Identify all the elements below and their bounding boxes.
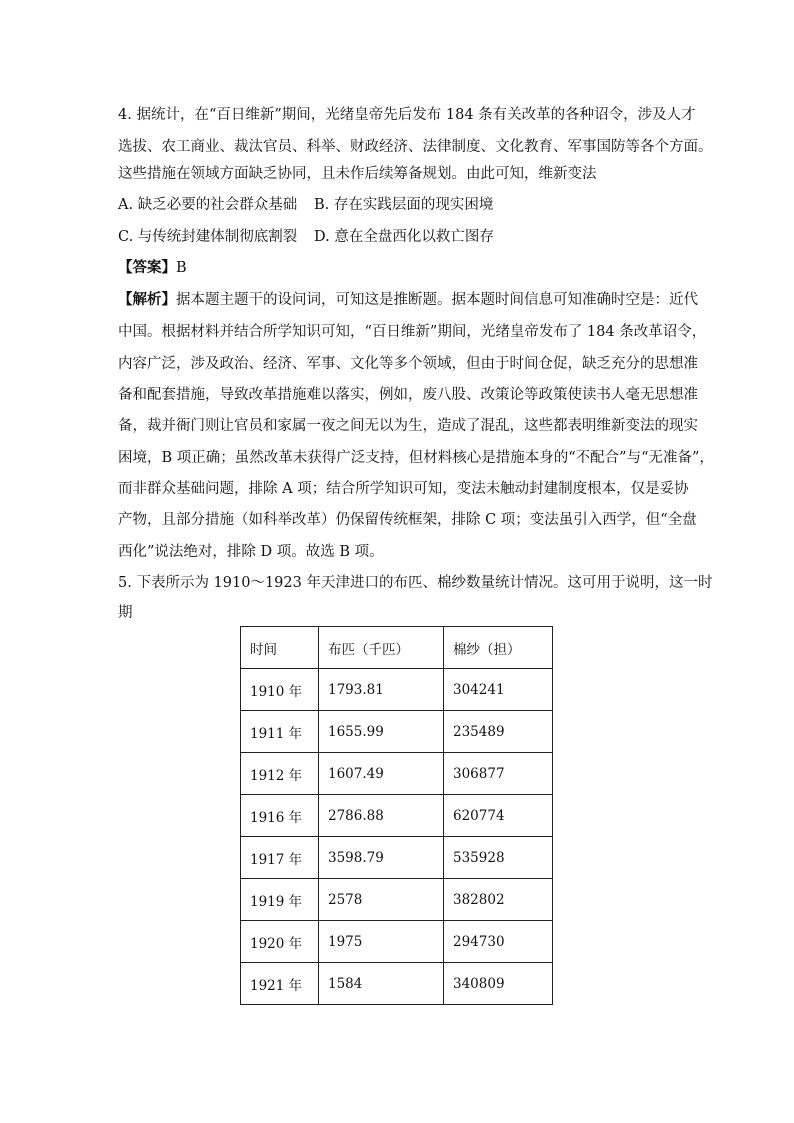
table-cell: 1920 年 [241, 921, 319, 963]
analysis-text-1: 据本题主题干的设问词，可知这是推断题。据本题时间信息可知准确时空是：近代 [176, 292, 698, 308]
q4-stem-line-3: 这些措施在领域方面缺乏协同，且未作后续筹备规划。由此可知，维新变法 [118, 166, 597, 182]
table-cell: 1911 年 [241, 711, 319, 753]
q4-option-b: B. 存在实践层面的现实困境 [314, 197, 494, 213]
table-cell: 1921 年 [241, 963, 319, 1005]
analysis-label: 【解析】 [118, 291, 176, 308]
table-cell: 1975 [319, 921, 444, 963]
table-cell: 1916 年 [241, 795, 319, 837]
table-cell: 294730 [444, 921, 553, 963]
table-cell: 1607.49 [319, 753, 444, 795]
table-cell: 304241 [444, 669, 553, 711]
table-row [241, 837, 553, 879]
table-cell: 1910 年 [241, 669, 319, 711]
table-cell: 3598.79 [319, 837, 444, 879]
table-cell: 306877 [444, 753, 553, 795]
table-cell: 1584 [319, 963, 444, 1005]
table-row [241, 711, 553, 753]
q4-stem-line-1: 4. 据统计，在“百日维新”期间，光绪皇帝先后发布 184 条有关改革的各种诏令，涉及人才 [118, 107, 696, 123]
table-row [241, 921, 553, 963]
table-cell: 235489 [444, 711, 553, 753]
table-row [241, 795, 553, 837]
q4-analysis-line-1 [118, 290, 698, 310]
table-cell: 1919 年 [241, 879, 319, 921]
table-header-row [241, 627, 553, 669]
table-cell: 1655.99 [319, 711, 444, 753]
table-cell: 2578 [319, 879, 444, 921]
q4-option-row-2 [118, 227, 494, 247]
import-stats-table [240, 626, 553, 1005]
table-row [241, 963, 553, 1005]
q4-analysis-line-3: 内容广泛，涉及政治、经济、军事、文化等多个领域，但由于时间仓促，缺乏充分的思想准 [118, 356, 698, 372]
table-cell: 1917 年 [241, 837, 319, 879]
q4-option-c: C. 与传统封建体制彻底割裂 [118, 229, 298, 245]
table-cell: 620774 [444, 795, 553, 837]
table-row [241, 879, 553, 921]
table-header-cell: 棉纱（担） [444, 627, 553, 669]
table-cell: 2786.88 [319, 795, 444, 837]
table-header-cell: 布匹（千匹） [319, 627, 444, 669]
answer-value: B [176, 260, 187, 276]
q4-option-a: A. 缺乏必要的社会群众基础 [118, 197, 298, 213]
q4-answer [118, 258, 187, 278]
answer-label: 【答案】 [118, 259, 176, 276]
q4-analysis-line-5: 备，裁并衙门则让官员和家属一夜之间无以为生，造成了混乱，这些都表明维新变法的现实 [118, 418, 698, 434]
table-row [241, 753, 553, 795]
q4-analysis-line-9: 西化”说法绝对，排除 D 项。故选 B 项。 [118, 544, 384, 560]
q4-analysis-line-2: 中国。根据材料并结合所学知识可知，“百日维新”期间，光绪皇帝发布了 184 条改革诏令， [118, 324, 707, 340]
table-cell: 535928 [444, 837, 553, 879]
table-cell: 340809 [444, 963, 553, 1005]
table-header-cell: 时间 [241, 627, 319, 669]
q4-option-row-1 [118, 195, 494, 215]
q5-stem-line-2: 期 [118, 605, 133, 621]
q4-analysis-line-7: 而非群众基础问题，排除 A 项；结合所学知识可知，变法未触动封建制度根本，仅是妥协 [118, 481, 689, 497]
q5-stem-line-1: 5. 下表所示为 1910～1923 年天津进口的布匹、棉纱数量统计情况。这可用于说明，这一时 [118, 575, 713, 591]
q4-analysis-line-6: 困境，B 项正确；虽然改革未获得广泛支持，但材料核心是措施本身的“不配合”与“无准备”， [118, 450, 714, 466]
table-cell: 1912 年 [241, 753, 319, 795]
q4-analysis-line-8: 产物，且部分措施（如科举改革）仍保留传统框架，排除 C 项；变法虽引入西学，但“全盘 [118, 512, 697, 528]
q4-option-d: D. 意在全盘西化以救亡图存 [314, 229, 494, 245]
q4-stem-line-2: 选拔、农工商业、裁汰官员、科举、财政经济、法律制度、文化教育、军事国防等各个方面。 [118, 139, 713, 155]
table-row [241, 669, 553, 711]
table-cell: 382802 [444, 879, 553, 921]
table-cell: 1793.81 [319, 669, 444, 711]
q4-analysis-line-4: 备和配套措施，导致改革措施难以落实，例如，废八股、改策论等政策使读书人毫无思想准 [118, 387, 698, 403]
